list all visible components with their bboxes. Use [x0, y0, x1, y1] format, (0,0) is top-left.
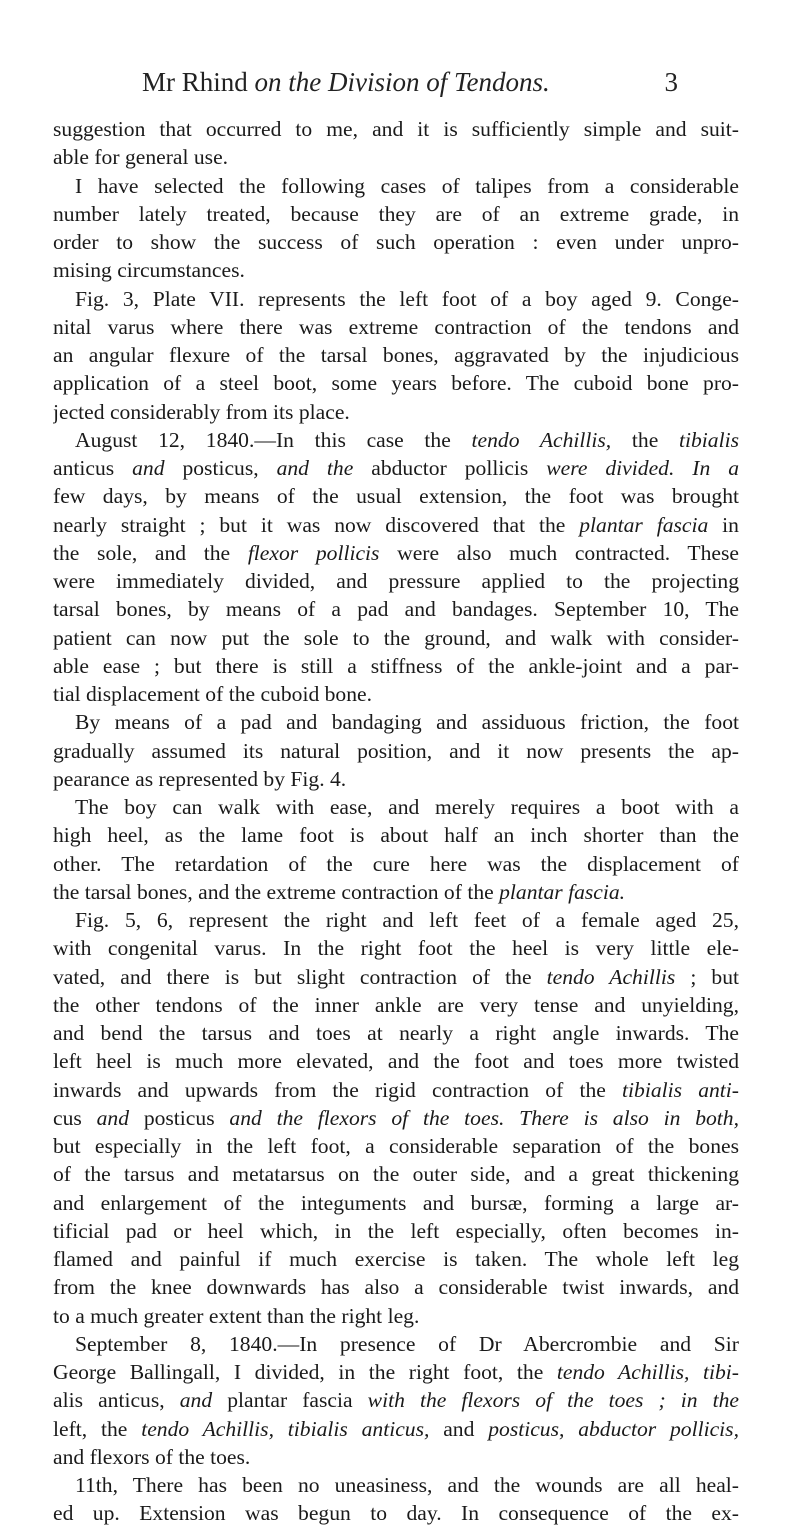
text-segment: the sole, and the: [53, 540, 248, 565]
text-segment: high heel, as the lame foot is about half an inch shorter than the: [53, 823, 739, 848]
text-line: [53, 285, 739, 313]
text-line: [53, 934, 739, 962]
text-segment: plantar fascia: [227, 1388, 353, 1413]
italic-term: tendo Achillis, tibi-: [556, 1360, 739, 1384]
text-line: [53, 652, 739, 680]
text-segment: vated, and there is but slight contraction of the: [53, 964, 547, 989]
text-segment: tial displacement of the cuboid bone.: [53, 682, 373, 706]
text-segment: patient can now put the sole to the ground, and walk with consider-: [53, 625, 739, 650]
text-segment: ed up. Extension was begun to day. In consequence of the ex-: [53, 1501, 739, 1526]
text-line: [53, 369, 739, 397]
italic-term: tibialis anti-: [622, 1077, 739, 1102]
text-line: [53, 454, 739, 482]
text-line: [53, 1330, 739, 1358]
text-line: [53, 793, 739, 821]
text-line: [53, 1471, 739, 1499]
text-segment: anticus: [53, 456, 115, 480]
italic-term: and: [114, 456, 183, 480]
text-segment: an angular flexure of the tarsal bones, aggravated by the injudicious: [53, 343, 739, 367]
text-line: [53, 1160, 739, 1188]
text-line: [53, 256, 739, 284]
text-line: [53, 200, 739, 228]
italic-term: plantar fascia: [579, 512, 709, 537]
text-segment: were immediately divided, and pressure applied to the projecting: [53, 569, 739, 593]
text-segment: of the tarsus and metatarsus on the outer side, and a great thickening: [53, 1162, 739, 1187]
text-line: [53, 708, 739, 736]
text-line: [53, 539, 739, 567]
text-segment: with congenital varus. In the right foot the heel is very little ele-: [53, 936, 739, 961]
italic-term: tendo Achillis, tibialis anticus,: [141, 1416, 430, 1441]
text-line: [53, 482, 739, 510]
text-segment: and: [429, 1416, 489, 1441]
text-segment: I have selected the following cases of talipes from a considerable: [75, 173, 739, 198]
text-segment: ; but: [675, 964, 739, 989]
text-segment: tificial pad or heel which, in the left especially, often becomes in-: [53, 1218, 739, 1243]
text-segment: Fig. 3, Plate VII. represents the left foot of a boy aged 9. Conge-: [75, 286, 739, 311]
text-segment: left, the: [53, 1416, 142, 1441]
text-line: [53, 821, 739, 849]
text-line: [53, 1076, 739, 1104]
text-line: [53, 1104, 739, 1132]
text-line: [53, 963, 739, 991]
text-segment: few days, by means of the usual extension, the foot was brought: [53, 484, 739, 509]
text-line: [53, 172, 739, 200]
author-name: Mr Rhind: [142, 67, 248, 97]
text-segment: flamed and painful if much exercise is taken. The whole left leg: [53, 1247, 739, 1271]
italic-term: tendo Achillis: [546, 964, 676, 989]
running-title: [142, 62, 550, 102]
text-segment: but especially in the left foot, a considerable separation of the bones: [53, 1134, 739, 1158]
text-line: [53, 737, 739, 765]
italic-term: posticus, abductor pollicis,: [488, 1416, 739, 1441]
italic-term: and: [81, 1105, 144, 1130]
text-segment: and bend the tarsus and toes at nearly a right angle inwards. The: [53, 1021, 739, 1045]
text-segment: and enlargement of the integuments and bursæ, forming a large ar-: [53, 1190, 739, 1215]
text-line: [53, 341, 739, 369]
body-text: [53, 115, 739, 1528]
italic-term: and: [164, 1388, 228, 1413]
text-line: [53, 1132, 739, 1160]
running-head: [142, 62, 678, 102]
text-line: [53, 1499, 739, 1527]
text-segment: were also much contracted. These: [379, 540, 739, 565]
text-line: [53, 1019, 739, 1047]
text-line: [53, 1217, 739, 1245]
text-line: [53, 1443, 739, 1471]
text-segment: the tarsal bones, and the extreme contraction of the: [53, 879, 500, 904]
text-segment: the other tendons of the inner ankle are very tense and unyielding,: [53, 992, 739, 1017]
text-line: [53, 1047, 739, 1075]
text-segment: order to show the success of such operation : even under unpro-: [53, 230, 739, 254]
italic-term: tendo Achillis,: [471, 427, 612, 452]
text-line: [53, 765, 739, 793]
text-segment: and flexors of the toes.: [53, 1444, 251, 1469]
text-segment: abductor pollicis: [371, 456, 529, 480]
text-segment: number lately treated, because they are of an extreme grade, in: [53, 201, 739, 226]
text-segment: cus: [53, 1105, 82, 1130]
text-line: [53, 624, 739, 652]
text-segment: Fig. 5, 6, represent the right and left feet of a female aged 25,: [75, 908, 739, 932]
text-line: [53, 313, 739, 341]
text-segment: posticus: [143, 1105, 215, 1130]
text-line: [53, 228, 739, 256]
text-line: [53, 878, 739, 906]
text-segment: suggestion that occurred to me, and it is sufficiently simple and suit-: [53, 117, 739, 141]
text-line: [53, 1189, 739, 1217]
italic-term: tibialis: [679, 427, 739, 452]
text-line: [53, 115, 739, 143]
text-segment: the: [611, 427, 679, 452]
text-segment: application of a steel boot, some years before. The cuboid bone pro-: [53, 371, 739, 396]
text-line: [53, 991, 739, 1019]
text-line: [53, 567, 739, 595]
text-line: [53, 143, 739, 171]
italic-term: flexor pollicis: [247, 540, 380, 565]
text-line: [53, 1358, 739, 1386]
text-line: [53, 1386, 739, 1414]
text-line: [53, 680, 739, 708]
text-segment: able ease ; but there is still a stiffness of the ankle-joint and a par-: [53, 653, 739, 678]
text-segment: mising circumstances.: [53, 258, 245, 283]
text-segment: George Ballingall, I divided, in the right foot, the: [53, 1360, 557, 1384]
text-segment: nearly straight ; but it was now discovered that the: [53, 512, 580, 537]
text-segment: September 8, 1840.—In presence of Dr Abercrombie and Sir: [75, 1331, 739, 1356]
italic-term: and the flexors of the toes. There is also in both,: [214, 1105, 739, 1130]
text-line: [53, 1415, 739, 1443]
text-segment: from the knee downwards has also a considerable twist inwards, and: [53, 1275, 739, 1300]
text-segment: inwards and upwards from the rigid contraction of the: [53, 1077, 623, 1102]
text-segment: alis anticus,: [53, 1388, 165, 1413]
page-number: 3: [664, 67, 678, 97]
text-segment: jected considerably from its place.: [53, 399, 350, 424]
italic-term: and the: [258, 456, 372, 480]
text-line: [53, 850, 739, 878]
text-segment: By means of a pad and bandaging and assiduous friction, the foot: [75, 710, 739, 735]
text-segment: in: [708, 512, 739, 537]
text-segment: nital varus where there was extreme contraction of the tendons and: [53, 314, 739, 339]
text-segment: gradually assumed its natural position, and it now presents the ap-: [53, 738, 739, 763]
text-line: [53, 1245, 739, 1273]
text-line: [53, 511, 739, 539]
text-segment: 11th, There has been no uneasiness, and the wounds are all heal-: [75, 1473, 739, 1497]
italic-term: plantar fascia.: [499, 879, 626, 904]
text-segment: The boy can walk with ease, and merely requires a boot with a: [75, 795, 739, 819]
text-segment: August 12, 1840.—In this case the: [75, 427, 472, 452]
text-segment: other. The retardation of the cure here was the displacement of: [53, 851, 739, 876]
text-line: [53, 398, 739, 426]
article-title: on the Division of Tendons.: [254, 67, 550, 97]
text-segment: able for general use.: [53, 145, 229, 170]
text-segment: tarsal bones, by means of a pad and bandages. September 10, The: [53, 597, 739, 622]
text-line: [53, 1302, 739, 1330]
text-line: [53, 1273, 739, 1301]
text-segment: left heel is much more elevated, and the foot and toes more twisted: [53, 1049, 739, 1074]
text-segment: posticus,: [182, 456, 259, 480]
text-line: [53, 906, 739, 934]
italic-term: were divided. In a: [528, 456, 739, 480]
text-segment: to a much greater extent than the right leg.: [53, 1303, 420, 1328]
text-segment: pearance as represented by Fig. 4.: [53, 766, 347, 791]
italic-term: with the flexors of the toes ; in the: [352, 1388, 739, 1413]
text-line: [53, 426, 739, 454]
text-line: [53, 595, 739, 623]
